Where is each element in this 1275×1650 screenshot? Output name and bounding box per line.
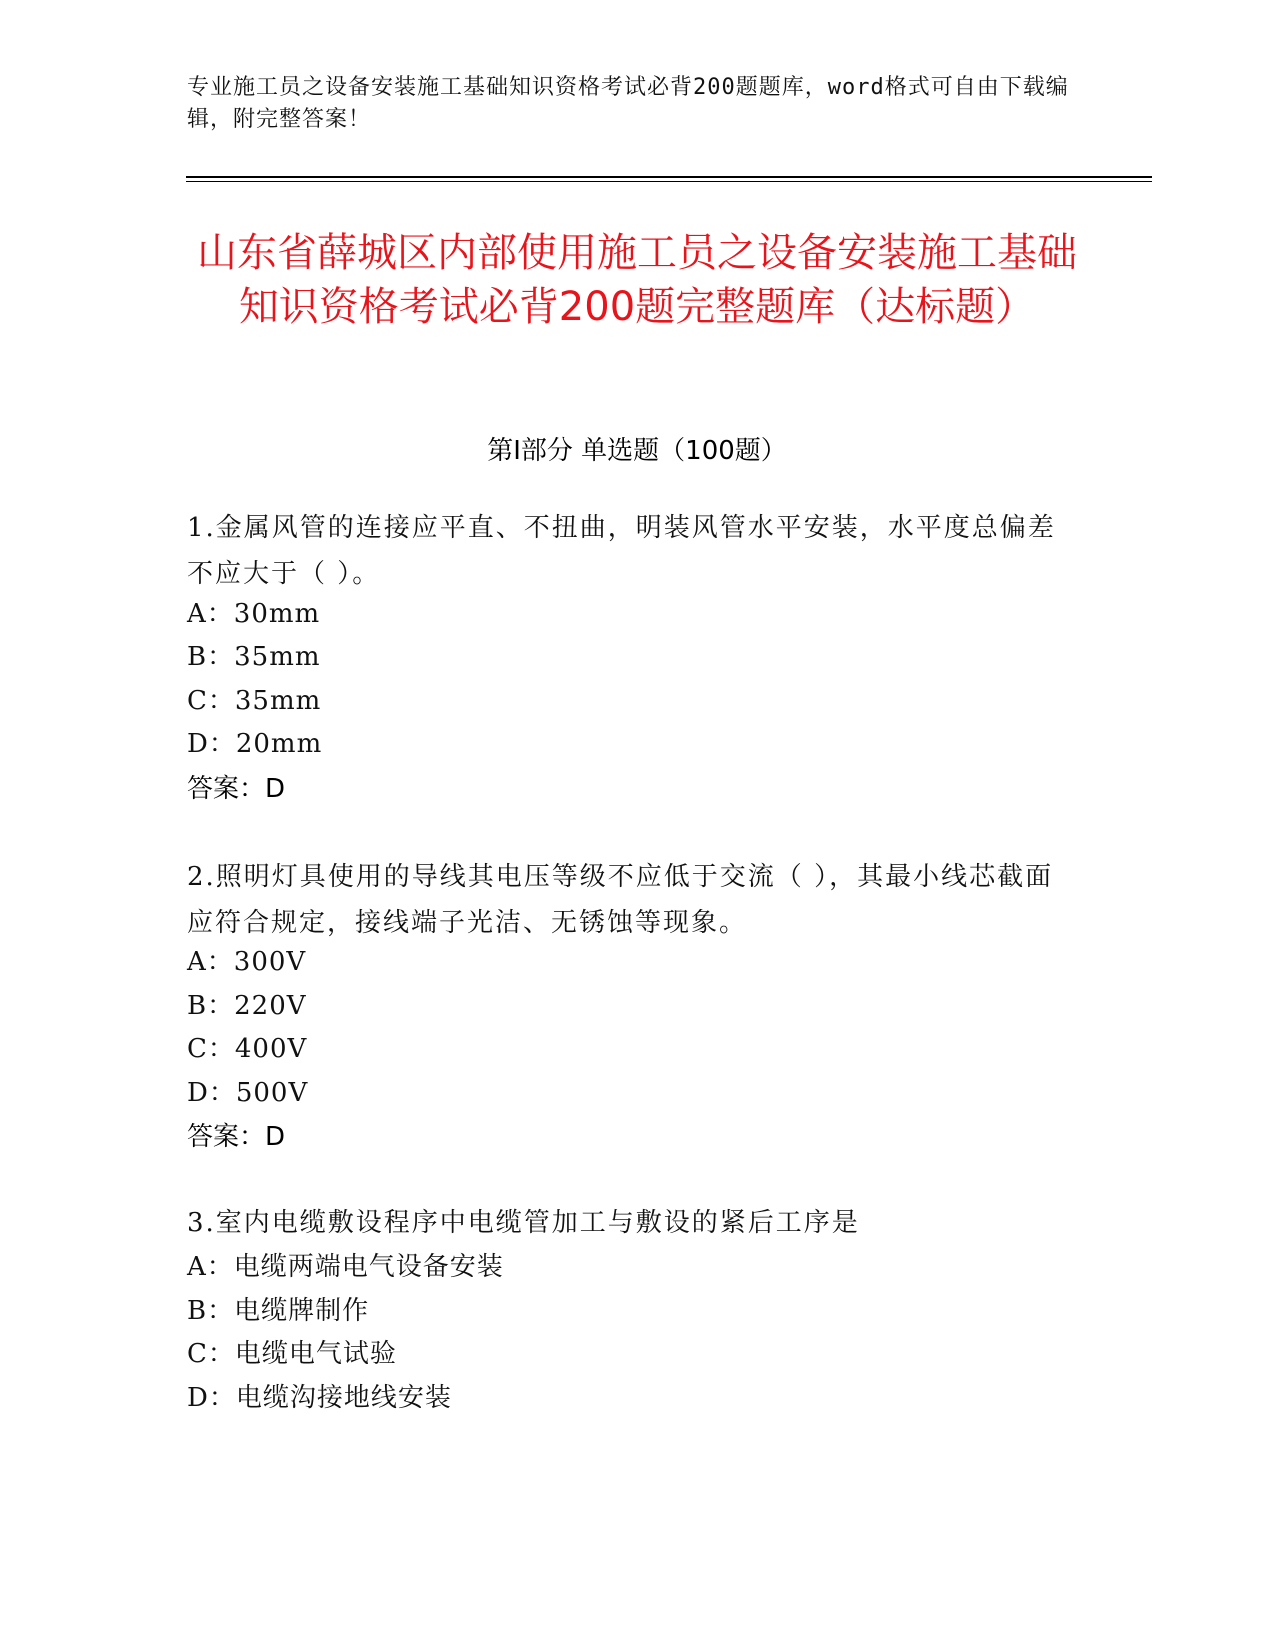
header-divider <box>186 176 1152 178</box>
question-stem: 3.室内电缆敷设程序中电缆管加工与敷设的紧后工序是 <box>187 1208 860 1238</box>
header-divider-thin <box>186 181 1152 182</box>
question-option: C：400V <box>187 1034 308 1064</box>
question-option: D：20mm <box>187 729 323 759</box>
question-option: B：35mm <box>187 642 321 672</box>
question-option: C：35mm <box>187 686 322 716</box>
question-option: B：220V <box>187 991 307 1021</box>
document-title: 山东省薛城区内部使用施工员之设备安装施工基础知识资格考试必背200题完整题库（达标题） <box>197 230 1077 330</box>
question-option: C：电缆电气试验 <box>187 1339 397 1369</box>
question-stem: 1.金属风管的连接应平直、不扭曲，明装风管水平安装，水平度总偏差不应大于（ ）。 <box>187 513 1056 589</box>
section-title: 第I部分 单选题（100题） <box>487 436 787 466</box>
question-stem: 2.照明灯具使用的导线其电压等级不应低于交流（ ），其最小线芯截面应符合规定，接线端子光洁、无锈蚀等现象。 <box>187 862 1054 938</box>
question-answer: 答案：D <box>187 1122 286 1152</box>
header-note: 专业施工员之设备安装施工基础知识资格考试必背200题题库，word格式可自由下载编辑，附完整答案！ <box>187 75 1069 132</box>
question-option: B：电缆牌制作 <box>187 1296 370 1326</box>
question-option: D：500V <box>187 1078 309 1108</box>
question-option: A：30mm <box>187 599 321 629</box>
question-option: A：300V <box>187 947 307 977</box>
question-option: D：电缆沟接地线安装 <box>187 1383 452 1413</box>
question-option: A：电缆两端电气设备安装 <box>187 1252 504 1282</box>
question-answer: 答案：D <box>187 774 286 804</box>
